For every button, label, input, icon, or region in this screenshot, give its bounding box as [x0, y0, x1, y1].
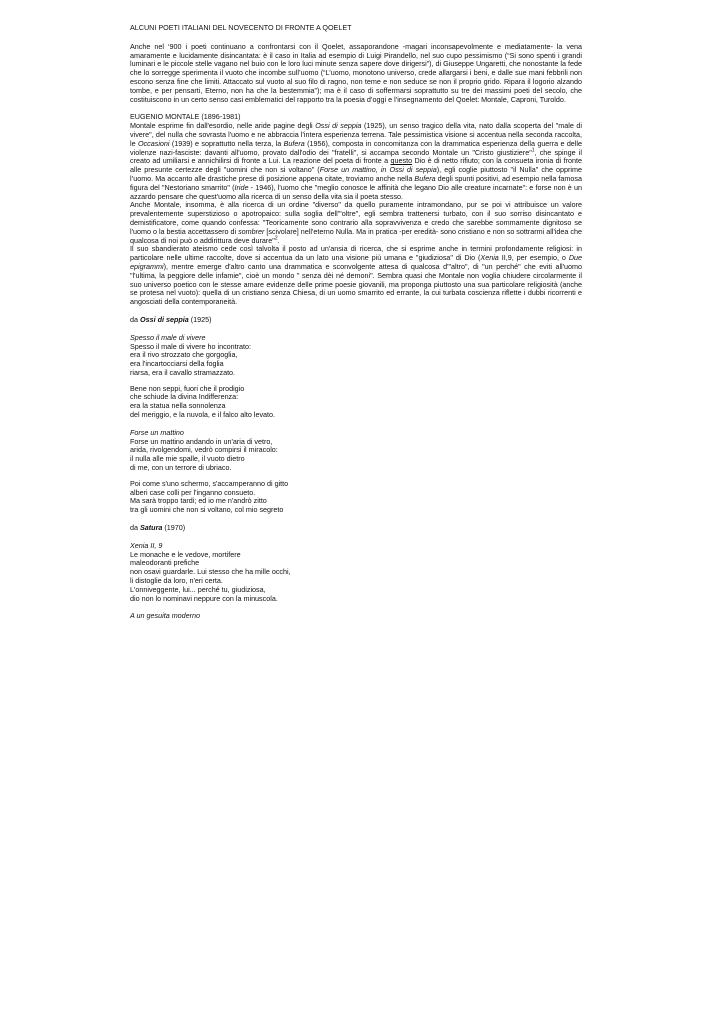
- poem-spesso-il-male-di-vivere: [130, 334, 582, 420]
- montale-paragraph-3: Il suo sbandierato ateismo cede così talvolta il posto ad un'ansia di ricerca, che si esprime anche in termini profondamente religiosi: in particolare nelle ultime raccolte, dove si accentua da un lato una visione più umana e "giudiziosa" di Dio (Xenia II,9, per esempio, o Due epigrammi), mentre emerge d'altro canto una drammatica e sconvolgente attesa di qualcosa d'"altro", di "un perché" che eviti all'uomo "l'ultima, la peggiore delle infamie", cioè un mondo " senza dèi né demoni". Sembra quasi che Montale non voglia chiudere circolarmente il suo universo poetico con le stesse amare evidenze delle prime poesie giovanili, ma proponga piuttosto una sua particolare religiosità (anche se protesa nel vuoto): quella di un cristiano senza Chiesa, di un uomo smarrito ed errante, la cui turbata coscienza riflette i dubbi ricorrenti e angosciati della contemporaneità.: [130, 244, 582, 307]
- poem-line: dio non lo nominavi neppure con la minuscola.: [130, 593, 278, 603]
- poem-line: era la statua nella sonnolenza: [130, 401, 226, 411]
- poem-line: di me, con un terrore di ubriaco.: [130, 463, 232, 473]
- poem-line: riarsa, era il cavallo stramazzato.: [130, 367, 236, 377]
- poem-title: Xenia II, 9: [130, 540, 163, 550]
- intro-paragraph: Anche nel ‘900 i poeti continuano a confrontarsi con il Qoelet, assaporandone -magari inconsapevolmente e mediatamente- la vena amaramente e lucidamente disincantata: è il caso in Italia ad esempio di Luigi Pirandello, nel suo cupo pessimismo (“Si sono spenti i grandi luminari e le piccole stelle vagano nel buio con le loro luci minute senza sapere dove dirigersi”), di Giuseppe Ungaretti, che nonostante la fede che lo sorregge sperimenta il vuoto che incombe sull’uomo (“L’uomo, monotono universo, crede allargarsi i beni, e dalle sue mani febbrili non escono senza fine che limiti. Attaccato sul vuoto al suo filo di ragno, non teme e non seduce se non il proprio grido. Ripara il logorio alzando tombe, e per pensarti, Eterno, non ha che la bestemmia”); ma è il caso di soffermarsi soprattutto su tre dei massimi poeti del secolo, che costituiscono in un certo senso casi emblematici del rapporto tra la poesia d’oggi e l’insegnamento del Qoelet: Montale, Caproni, Turoldo.: [130, 41, 582, 104]
- poem-line: del meriggio, e la nuvola, e il falco alto levato.: [130, 410, 276, 420]
- footnote-ref-1: 1: [531, 147, 535, 154]
- document-title: ALCUNI POETI ITALIANI DEL NOVECENTO DI FRONTE A QOELET: [130, 23, 352, 32]
- poem-line: Forse un mattino andando in un'aria di vetro,: [130, 436, 273, 446]
- montale-paragraph-2: Anche Montale, insomma, è alla ricerca di un ordine "diverso" da quello puramente intramondano, pur se poi vi attribuisce un valore prevalentemente superstizioso o apotropaico: sulla soglia dell'"oltre", egli sembra trattenersi turbato, con il suo sorriso disincantato e demistificatore, come quando confessa: "Teoricamente sono contrario alla sopravvivenza e credo che sarebbe sommamente dignitoso se l'uomo o la bestia accettassero di sombrer [scivolare] nell'eterno Nulla. Ma in pratica -per eredità- sono cristiano e non so sottrarmi all'idea che qualcosa di noi può o addirittura deve durare"$^2$.: [130, 200, 582, 245]
- poem-line: Ma sarà troppo tardi; ed io me n'andrò zitto: [130, 496, 267, 506]
- poem-line: alberi case colli per l'inganno consueto.: [130, 487, 256, 497]
- poem-line: era l'incartocciarsi della foglia: [130, 359, 224, 369]
- poem-line: non osavi guardarle. Lui stesso che ha mille occhi,: [130, 567, 291, 577]
- footnote-ref-2: 2: [274, 235, 278, 242]
- poem-xenia-ii-9: [130, 542, 582, 604]
- poem-title: A un gesuita moderno: [130, 611, 201, 621]
- poem-line: Spesso il male di vivere ho incontrato:: [130, 341, 252, 351]
- montale-heading: EUGENIO MONTALE (1896-1981): [130, 112, 241, 122]
- montale-paragraph-1: Montale esprime fin dall'esordio, nelle aride pagine degli Ossi di seppia (1925), un senso tragico della vita, nato dalla scoperta del "male di vivere", del nulla che sovrasta l'uomo e ne abbraccia l'intera esperienza terrena. Tale pessimistica visione si accentua nella seconda raccolta, le Occasioni (1939) e soprattutto nella terza, la Bufera (1956), composta in concomitanza con la drammatica esperienza della guerra e delle violenze nazi-fasciste: davanti all'uomo, provato dall'odio dei "fratelli", si accampa secondo Montale un "Cristo giustiziere"$^1$, che spinge il creato ad umiliarsi e annichilirsi di fronte a Lui. La reazione del poeta di fronte a questo Dio è di netto rifiuto; con la consueta ironia di fronte alle presunte certezze degli "uomini che non si voltano" (Forse un mattino, in Ossi di seppia), egli coglie piuttosto "il Nulla" che opprime l’uomo. Ma accanto alle drastiche prese di posizione appena citate, troviamo anche nella Bufera degli spunti positivi, ad esempio nella famosa figura del "Nestoriano smarrito" (Iride - 1946), l'uomo che "meglio conosce le affinità che legano Dio alle creature incarnate": e forse non è un azzardo pensare che quest'uomo alla ricerca di un senso della vita sia il poeta stesso.: [130, 121, 583, 201]
- poem-line: L'onniveggente, lui... perché tu, giudiziosa,: [130, 584, 266, 594]
- poem-line: li distoglie da loro, n'eri certa.: [130, 576, 223, 586]
- poem-a-un-gesuita-moderno: [130, 612, 582, 621]
- poem-line: il nulla alle mie spalle, il vuoto dietro: [130, 454, 245, 464]
- source-ossi-di-seppia: da Ossi di seppia (1925): [130, 314, 212, 324]
- poem-title: Spesso il male di vivere: [130, 332, 206, 342]
- poem-forse-un-mattino: [130, 429, 582, 515]
- poem-line: Le monache e le vedove, mortifere: [130, 549, 241, 559]
- document-page: [130, 24, 582, 621]
- poem-line: tra gli uomini che non si voltano, col mio segreto: [130, 505, 284, 515]
- poem-line: era il rivo strozzato che gorgoglia,: [130, 350, 238, 360]
- poem-line: arida, rivolgendomi, vedrò compirsi il miracolo:: [130, 445, 278, 455]
- poem-line: Bene non seppi, fuori che il prodigio: [130, 383, 245, 393]
- poem-line: che schiude la divina Indifferenza:: [130, 392, 239, 402]
- source-satura: da Satura (1970): [130, 523, 186, 533]
- poem-line: Poi come s'uno schermo, s'accamperanno di gitto: [130, 478, 289, 488]
- poem-title: Forse un mattino: [130, 427, 184, 437]
- poem-line: maleodoranti prefiche: [130, 558, 200, 568]
